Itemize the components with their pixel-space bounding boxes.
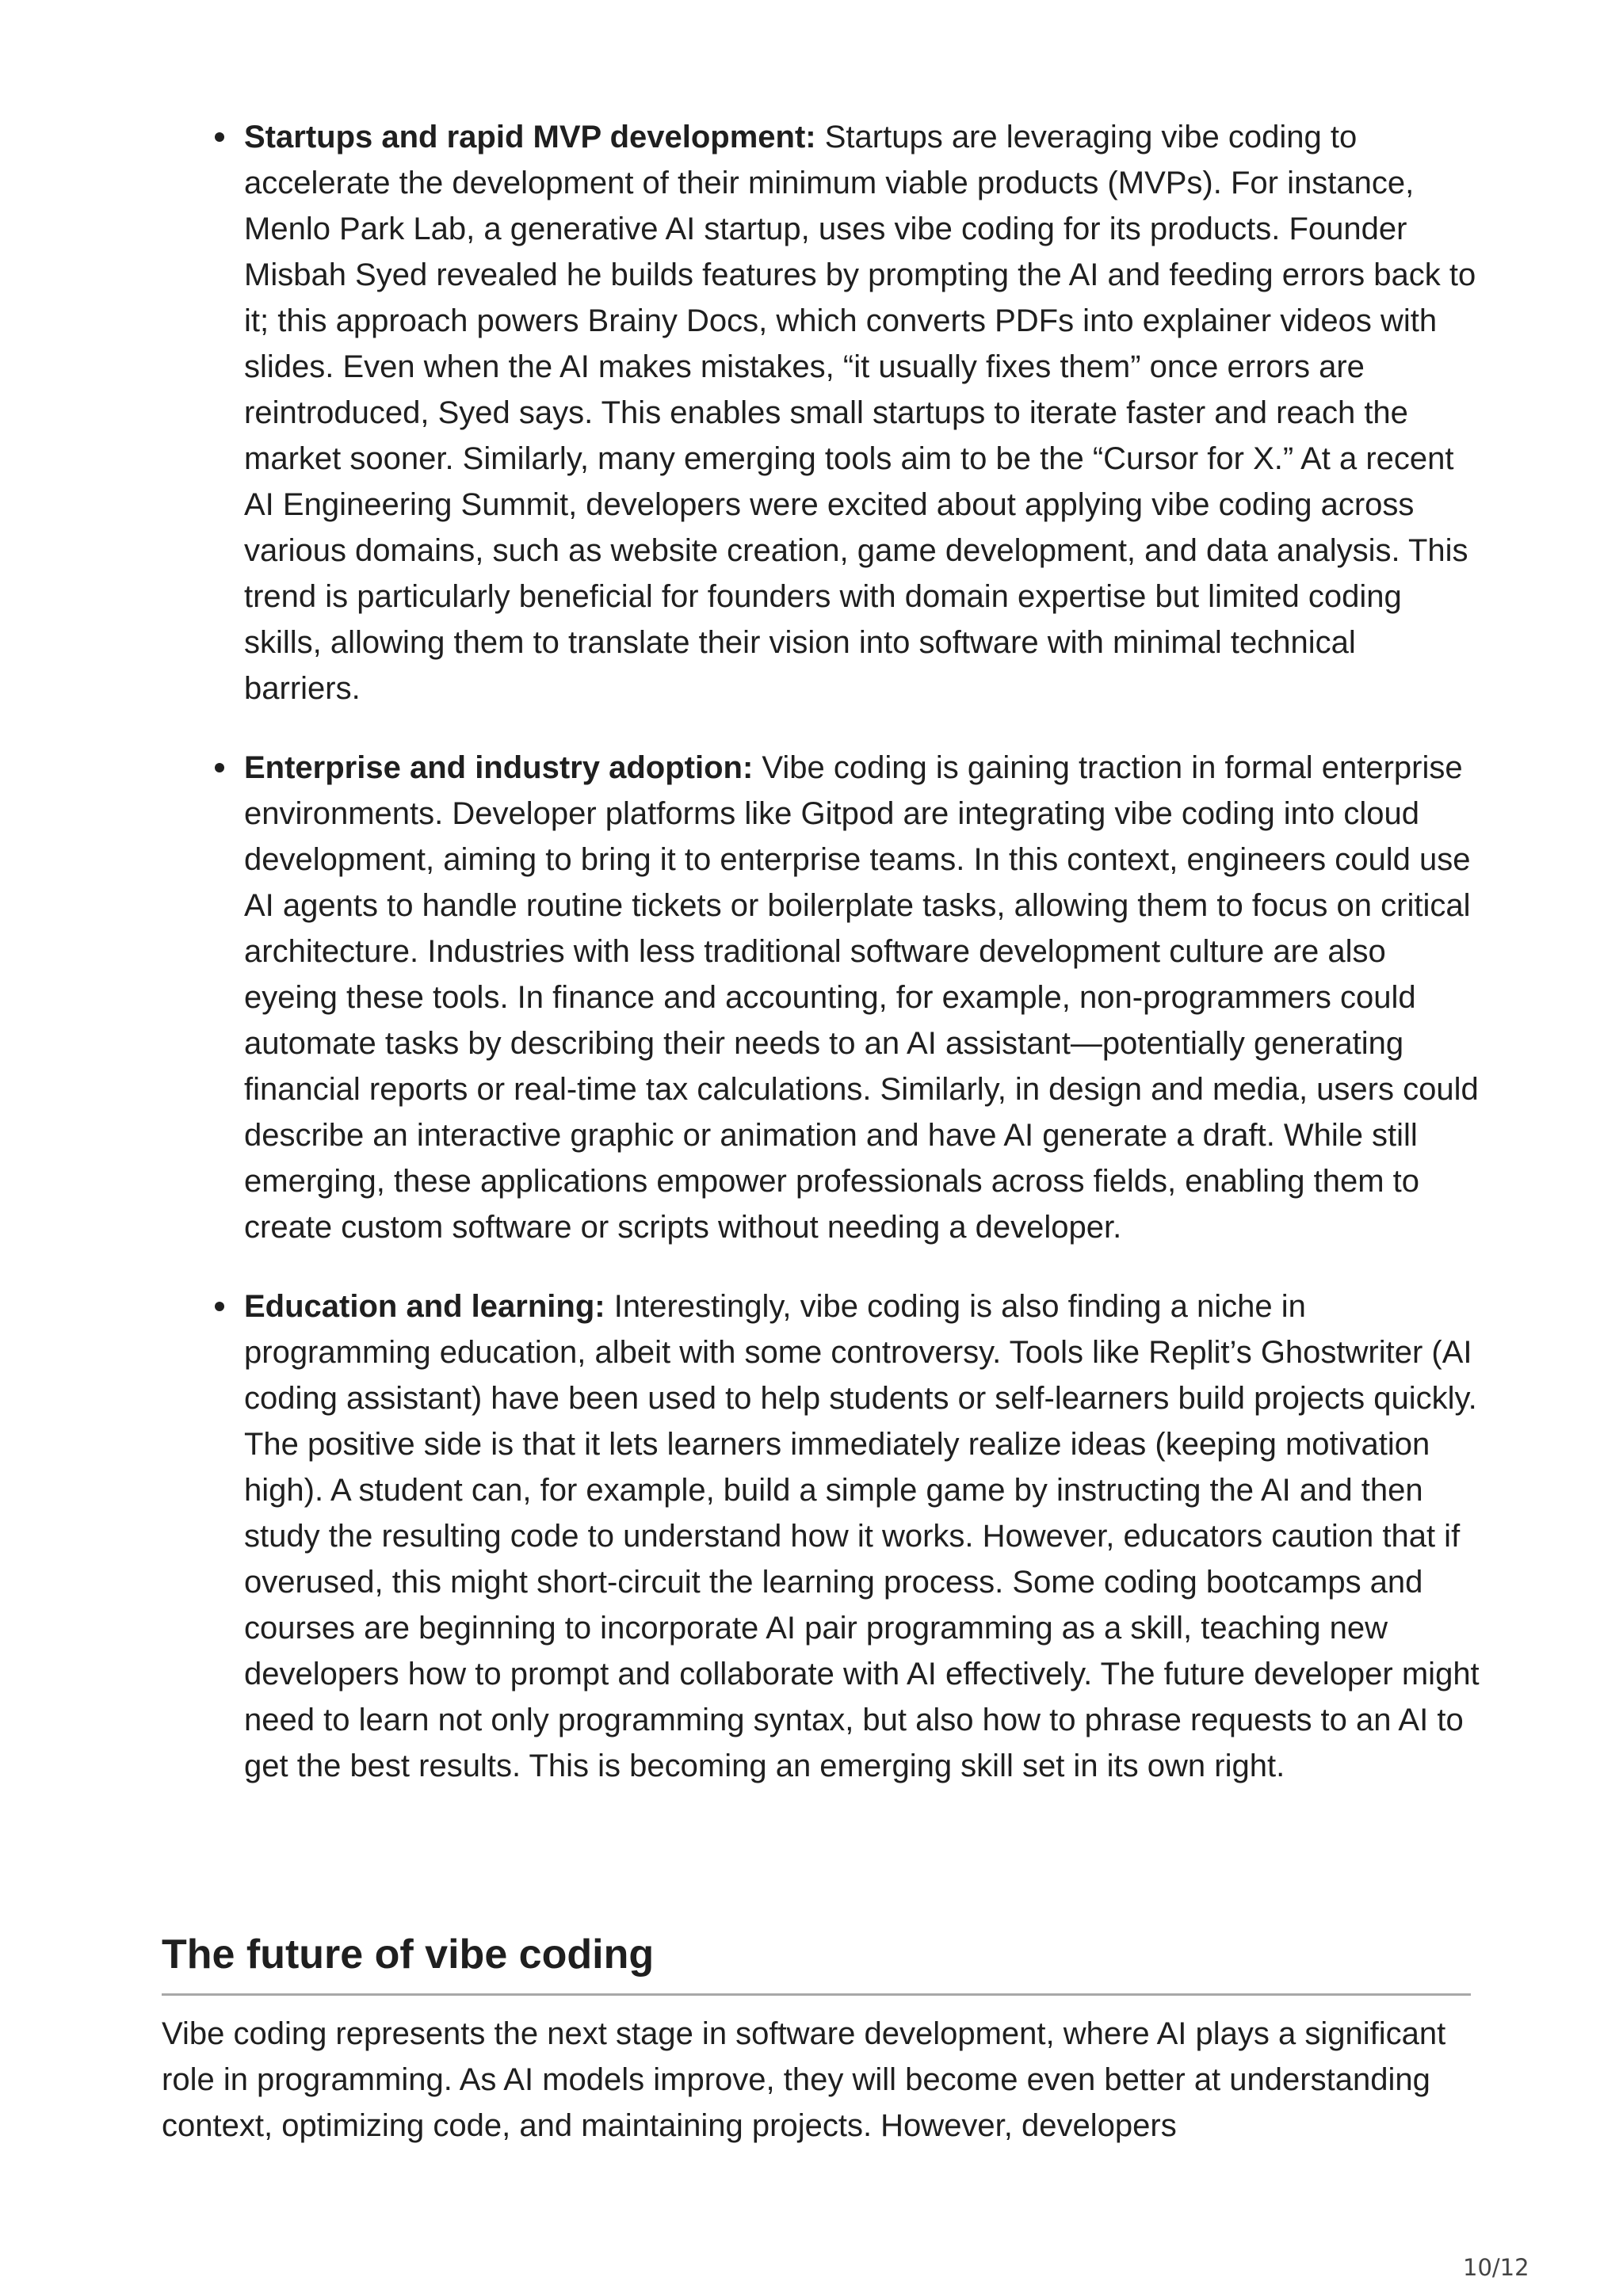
list-item-enterprise bbox=[244, 745, 1480, 1250]
list-item-body: Interestingly, vibe coding is also finding a niche in programming education, albeit with some controversy. Tools like Replit’s Ghostwriter (AI coding assistant) have been used to help students or self-learners build projects quickly. The positive side is that it lets learners immediately realize ideas (keeping motivation high). A student can, for example, build a simple game by instructing the AI and then study the resulting code to understand how it works. However, educators caution that if overused, this might short-circuit the learning process. Some coding bootcamps and courses are beginning to incorporate AI pair programming as a skill, teaching new developers how to prompt and collaborate with AI effectively. The future developer might need to learn not only programming syntax, but also how to phrase requests to an AI to get the best results. This is becoming an emerging skill set in its own right. bbox=[244, 1289, 1480, 1783]
use-case-list bbox=[244, 114, 1480, 1822]
list-item-body: Startups are leveraging vibe coding to accelerate the development of their minimum viable products (MVPs). For instance, Menlo Park Lab, a generative AI startup, uses vibe coding for its products. Founder Misbah Syed revealed he builds features by prompting the AI and feeding errors back to it; this approach powers Brainy Docs, which converts PDFs into explainer videos with slides. Even when the AI makes mistakes, “it usually fixes them” once errors are reintroduced, Syed says. This enables small startups to iterate faster and reach the market sooner. Similarly, many emerging tools aim to be the “Cursor for X.” At a recent AI Engineering Summit, developers were excited about applying vibe coding across various domains, such as website creation, game development, and data analysis. This trend is particularly beneficial for founders with domain expertise but limited coding skills, allowing them to translate their vision into software with minimal technical barriers. bbox=[244, 120, 1476, 706]
bullet-dot-icon bbox=[215, 132, 224, 142]
list-item-heading: Enterprise and industry adoption: bbox=[244, 750, 754, 785]
list-item-education bbox=[244, 1283, 1480, 1789]
bullet-dot-icon bbox=[215, 1302, 224, 1311]
list-item-heading: Education and learning: bbox=[244, 1289, 605, 1324]
page-number: 10/12 bbox=[1463, 2254, 1529, 2281]
bullet-dot-icon bbox=[215, 763, 224, 772]
section-heading: The future of vibe coding bbox=[162, 1932, 655, 1978]
heading-divider bbox=[162, 1993, 1471, 1996]
list-item-body: Vibe coding is gaining traction in formal enterprise environments. Developer platforms like Gitpod are integrating vibe coding into cloud development, aiming to bring it to enterprise teams. In this context, engineers could use AI agents to handle routine tickets or boilerplate tasks, allowing them to focus on critical architecture. Industries with less traditional software development culture are also eyeing these tools. In finance and accounting, for example, non-programmers could automate tasks by describing their needs to an AI assistant—potentially generating financial reports or real-time tax calculations. Similarly, in design and media, users could describe an interactive graphic or animation and have AI generate a draft. While still emerging, these applications empower professionals across fields, enabling them to create custom software or scripts without needing a developer. bbox=[244, 750, 1479, 1245]
section-paragraph: Vibe coding represents the next stage in software development, where AI plays a significant role in programming. As AI models improve, they will become even better at understanding context, optimizing code, and maintaining projects. However, developers bbox=[162, 2016, 1446, 2143]
list-item-startups bbox=[244, 114, 1480, 711]
list-item-heading: Startups and rapid MVP development: bbox=[244, 120, 816, 154]
